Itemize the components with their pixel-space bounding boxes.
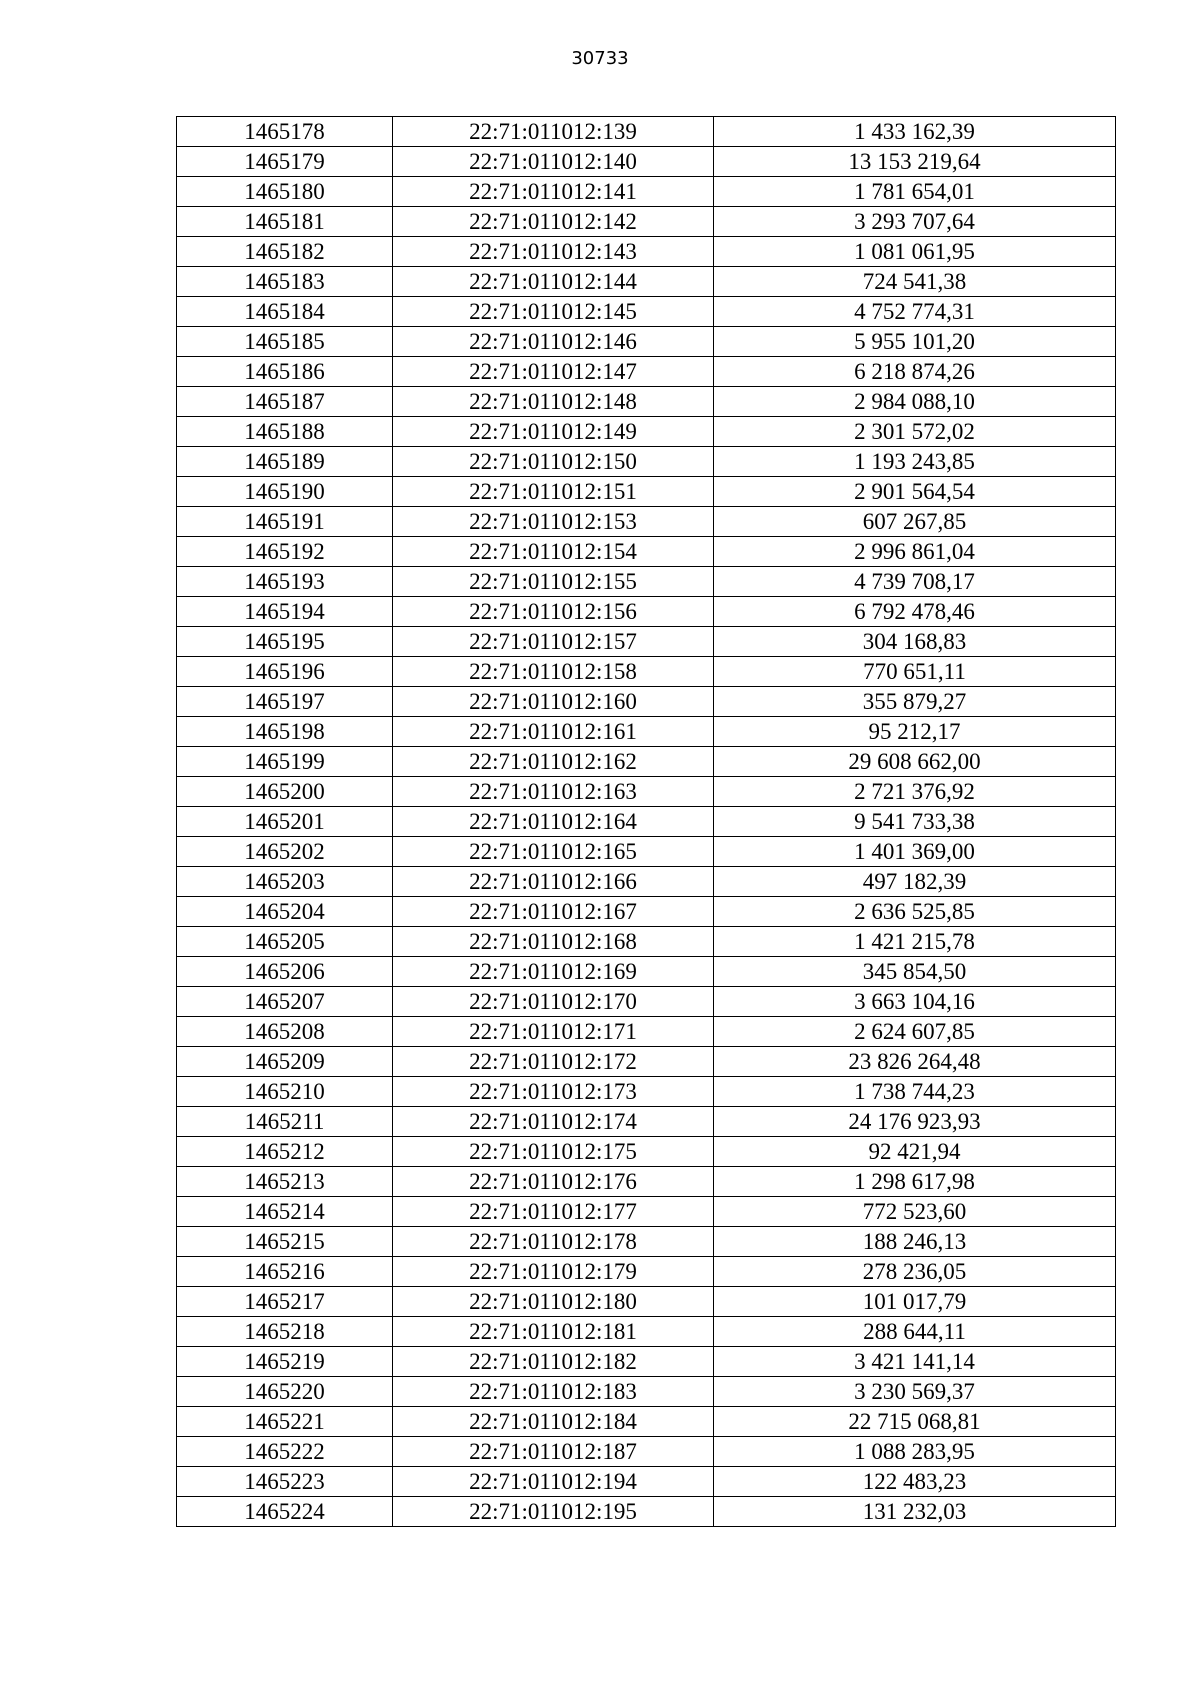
cadastral-number-cell: 22:71:011012:161 (393, 717, 714, 747)
cadastral-number-cell: 22:71:011012:176 (393, 1167, 714, 1197)
row-number-cell: 1465204 (177, 897, 393, 927)
cadastral-value-cell: 1 193 243,85 (714, 447, 1116, 477)
cadastral-value-cell: 188 246,13 (714, 1227, 1116, 1257)
row-number-cell: 1465208 (177, 1017, 393, 1047)
row-number-cell: 1465180 (177, 177, 393, 207)
row-number-cell: 1465220 (177, 1377, 393, 1407)
row-number-cell: 1465187 (177, 387, 393, 417)
table-row (177, 537, 1116, 567)
cadastral-value-cell: 6 792 478,46 (714, 597, 1116, 627)
page-number: 30733 (571, 48, 629, 69)
row-number-cell: 1465224 (177, 1497, 393, 1527)
cadastral-value-cell: 345 854,50 (714, 957, 1116, 987)
cadastral-value-cell: 355 879,27 (714, 687, 1116, 717)
cadastral-value-cell: 131 232,03 (714, 1497, 1116, 1527)
cadastral-number-cell: 22:71:011012:183 (393, 1377, 714, 1407)
cadastral-number-cell: 22:71:011012:157 (393, 627, 714, 657)
table-row (177, 117, 1116, 147)
row-number-cell: 1465216 (177, 1257, 393, 1287)
cadastral-number-cell: 22:71:011012:173 (393, 1077, 714, 1107)
cadastral-number-cell: 22:71:011012:166 (393, 867, 714, 897)
cadastral-number-cell: 22:71:011012:151 (393, 477, 714, 507)
cadastral-value-cell: 13 153 219,64 (714, 147, 1116, 177)
row-number-cell: 1465178 (177, 117, 393, 147)
table-row (177, 927, 1116, 957)
row-number-cell: 1465219 (177, 1347, 393, 1377)
table-row (177, 1197, 1116, 1227)
cadastral-number-cell: 22:71:011012:177 (393, 1197, 714, 1227)
cadastral-value-cell: 95 212,17 (714, 717, 1116, 747)
row-number-cell: 1465206 (177, 957, 393, 987)
table-row (177, 477, 1116, 507)
row-number-cell: 1465215 (177, 1227, 393, 1257)
table-row (177, 1107, 1116, 1137)
row-number-cell: 1465202 (177, 837, 393, 867)
cadastral-value-cell: 3 230 569,37 (714, 1377, 1116, 1407)
cadastral-number-cell: 22:71:011012:178 (393, 1227, 714, 1257)
table-row (177, 327, 1116, 357)
table-row (177, 447, 1116, 477)
table-row (177, 1047, 1116, 1077)
cadastral-value-cell: 304 168,83 (714, 627, 1116, 657)
cadastral-number-cell: 22:71:011012:149 (393, 417, 714, 447)
table-row (177, 597, 1116, 627)
cadastral-number-cell: 22:71:011012:140 (393, 147, 714, 177)
row-number-cell: 1465210 (177, 1077, 393, 1107)
row-number-cell: 1465205 (177, 927, 393, 957)
table-row (177, 1077, 1116, 1107)
cadastral-number-cell: 22:71:011012:155 (393, 567, 714, 597)
row-number-cell: 1465207 (177, 987, 393, 1017)
table-row (177, 747, 1116, 777)
cadastral-number-cell: 22:71:011012:156 (393, 597, 714, 627)
row-number-cell: 1465200 (177, 777, 393, 807)
cadastral-number-cell: 22:71:011012:158 (393, 657, 714, 687)
row-number-cell: 1465191 (177, 507, 393, 537)
row-number-cell: 1465217 (177, 1287, 393, 1317)
row-number-cell: 1465211 (177, 1107, 393, 1137)
row-number-cell: 1465212 (177, 1137, 393, 1167)
cadastral-value-cell: 1 781 654,01 (714, 177, 1116, 207)
table-row (177, 1167, 1116, 1197)
table-row (177, 297, 1116, 327)
table-row (177, 957, 1116, 987)
table-row (177, 387, 1116, 417)
cadastral-number-cell: 22:71:011012:194 (393, 1467, 714, 1497)
cadastral-number-cell: 22:71:011012:162 (393, 747, 714, 777)
cadastral-value-cell: 724 541,38 (714, 267, 1116, 297)
table-row (177, 837, 1116, 867)
row-number-cell: 1465195 (177, 627, 393, 657)
table-row (177, 1227, 1116, 1257)
table-row (177, 657, 1116, 687)
cadastral-value-cell: 2 301 572,02 (714, 417, 1116, 447)
cadastral-value-cell: 772 523,60 (714, 1197, 1116, 1227)
cadastral-value-cell: 1 421 215,78 (714, 927, 1116, 957)
table-row (177, 237, 1116, 267)
cadastral-number-cell: 22:71:011012:153 (393, 507, 714, 537)
row-number-cell: 1465192 (177, 537, 393, 567)
cadastral-number-cell: 22:71:011012:164 (393, 807, 714, 837)
cadastral-number-cell: 22:71:011012:163 (393, 777, 714, 807)
cadastral-value-cell: 278 236,05 (714, 1257, 1116, 1287)
cadastral-value-cell: 4 752 774,31 (714, 297, 1116, 327)
table-row (177, 567, 1116, 597)
table-row (177, 357, 1116, 387)
cadastral-value-cell: 1 401 369,00 (714, 837, 1116, 867)
cadastral-value-cell: 24 176 923,93 (714, 1107, 1116, 1137)
cadastral-value-cell: 1 738 744,23 (714, 1077, 1116, 1107)
cadastral-value-cell: 92 421,94 (714, 1137, 1116, 1167)
cadastral-value-cell: 122 483,23 (714, 1467, 1116, 1497)
cadastral-number-cell: 22:71:011012:182 (393, 1347, 714, 1377)
cadastral-number-cell: 22:71:011012:168 (393, 927, 714, 957)
table-row (177, 1467, 1116, 1497)
cadastral-number-cell: 22:71:011012:187 (393, 1437, 714, 1467)
cadastral-value-cell: 5 955 101,20 (714, 327, 1116, 357)
cadastral-value-cell: 607 267,85 (714, 507, 1116, 537)
cadastral-number-cell: 22:71:011012:147 (393, 357, 714, 387)
cadastral-value-cell: 29 608 662,00 (714, 747, 1116, 777)
cadastral-number-cell: 22:71:011012:172 (393, 1047, 714, 1077)
row-number-cell: 1465218 (177, 1317, 393, 1347)
table-row (177, 987, 1116, 1017)
row-number-cell: 1465186 (177, 357, 393, 387)
cadastral-number-cell: 22:71:011012:179 (393, 1257, 714, 1287)
cadastral-number-cell: 22:71:011012:139 (393, 117, 714, 147)
row-number-cell: 1465179 (177, 147, 393, 177)
cadastral-value-cell: 1 081 061,95 (714, 237, 1116, 267)
cadastral-value-cell: 2 901 564,54 (714, 477, 1116, 507)
table-row (177, 717, 1116, 747)
row-number-cell: 1465209 (177, 1047, 393, 1077)
cadastral-value-cell: 2 984 088,10 (714, 387, 1116, 417)
cadastral-value-cell: 23 826 264,48 (714, 1047, 1116, 1077)
cadastral-number-cell: 22:71:011012:143 (393, 237, 714, 267)
row-number-cell: 1465201 (177, 807, 393, 837)
cadastral-number-cell: 22:71:011012:154 (393, 537, 714, 567)
table-row (177, 627, 1116, 657)
table-row (177, 147, 1116, 177)
row-number-cell: 1465222 (177, 1437, 393, 1467)
cadastral-value-cell: 22 715 068,81 (714, 1407, 1116, 1437)
row-number-cell: 1465184 (177, 297, 393, 327)
cadastral-value-cell: 2 721 376,92 (714, 777, 1116, 807)
cadastral-number-cell: 22:71:011012:141 (393, 177, 714, 207)
table-row (177, 1257, 1116, 1287)
cadastral-number-cell: 22:71:011012:150 (393, 447, 714, 477)
row-number-cell: 1465183 (177, 267, 393, 297)
row-number-cell: 1465185 (177, 327, 393, 357)
cadastral-number-cell: 22:71:011012:184 (393, 1407, 714, 1437)
cadastral-number-cell: 22:71:011012:165 (393, 837, 714, 867)
cadastral-number-cell: 22:71:011012:181 (393, 1317, 714, 1347)
cadastral-value-table (176, 116, 1116, 1527)
table-row (177, 1137, 1116, 1167)
cadastral-number-cell: 22:71:011012:148 (393, 387, 714, 417)
cadastral-value-cell: 101 017,79 (714, 1287, 1116, 1317)
table-row (177, 1437, 1116, 1467)
cadastral-number-cell: 22:71:011012:169 (393, 957, 714, 987)
table-row (177, 867, 1116, 897)
table-row (177, 177, 1116, 207)
cadastral-value-cell: 1 298 617,98 (714, 1167, 1116, 1197)
row-number-cell: 1465197 (177, 687, 393, 717)
table-row (177, 267, 1116, 297)
cadastral-value-cell: 2 636 525,85 (714, 897, 1116, 927)
row-number-cell: 1465189 (177, 447, 393, 477)
cadastral-value-cell: 3 421 141,14 (714, 1347, 1116, 1377)
row-number-cell: 1465199 (177, 747, 393, 777)
cadastral-value-cell: 6 218 874,26 (714, 357, 1116, 387)
cadastral-value-cell: 9 541 733,38 (714, 807, 1116, 837)
cadastral-number-cell: 22:71:011012:180 (393, 1287, 714, 1317)
cadastral-number-cell: 22:71:011012:175 (393, 1137, 714, 1167)
row-number-cell: 1465214 (177, 1197, 393, 1227)
table-row (177, 1347, 1116, 1377)
table-row (177, 777, 1116, 807)
cadastral-value-cell: 3 663 104,16 (714, 987, 1116, 1017)
row-number-cell: 1465221 (177, 1407, 393, 1437)
table-row (177, 507, 1116, 537)
table-row (177, 417, 1116, 447)
row-number-cell: 1465194 (177, 597, 393, 627)
table-row (177, 1317, 1116, 1347)
table-row (177, 207, 1116, 237)
cadastral-value-cell: 288 644,11 (714, 1317, 1116, 1347)
cadastral-value-cell: 1 433 162,39 (714, 117, 1116, 147)
row-number-cell: 1465190 (177, 477, 393, 507)
cadastral-number-cell: 22:71:011012:142 (393, 207, 714, 237)
cadastral-number-cell: 22:71:011012:171 (393, 1017, 714, 1047)
cadastral-value-cell: 3 293 707,64 (714, 207, 1116, 237)
cadastral-number-cell: 22:71:011012:160 (393, 687, 714, 717)
table-row (177, 687, 1116, 717)
row-number-cell: 1465223 (177, 1467, 393, 1497)
cadastral-value-cell: 1 088 283,95 (714, 1437, 1116, 1467)
table-row (177, 807, 1116, 837)
cadastral-value-cell: 770 651,11 (714, 657, 1116, 687)
cadastral-number-cell: 22:71:011012:167 (393, 897, 714, 927)
table-body (177, 117, 1116, 1527)
row-number-cell: 1465198 (177, 717, 393, 747)
cadastral-number-cell: 22:71:011012:144 (393, 267, 714, 297)
cadastral-value-cell: 2 624 607,85 (714, 1017, 1116, 1047)
row-number-cell: 1465196 (177, 657, 393, 687)
table-row (177, 1017, 1116, 1047)
row-number-cell: 1465182 (177, 237, 393, 267)
table-row (177, 1497, 1116, 1527)
table-row (177, 1377, 1116, 1407)
table-row (177, 1287, 1116, 1317)
cadastral-number-cell: 22:71:011012:145 (393, 297, 714, 327)
cadastral-value-cell: 497 182,39 (714, 867, 1116, 897)
table-row (177, 897, 1116, 927)
cadastral-number-cell: 22:71:011012:170 (393, 987, 714, 1017)
row-number-cell: 1465213 (177, 1167, 393, 1197)
row-number-cell: 1465193 (177, 567, 393, 597)
cadastral-value-cell: 2 996 861,04 (714, 537, 1116, 567)
cadastral-value-cell: 4 739 708,17 (714, 567, 1116, 597)
cadastral-number-cell: 22:71:011012:174 (393, 1107, 714, 1137)
cadastral-number-cell: 22:71:011012:195 (393, 1497, 714, 1527)
table-row (177, 1407, 1116, 1437)
row-number-cell: 1465188 (177, 417, 393, 447)
row-number-cell: 1465181 (177, 207, 393, 237)
row-number-cell: 1465203 (177, 867, 393, 897)
cadastral-number-cell: 22:71:011012:146 (393, 327, 714, 357)
